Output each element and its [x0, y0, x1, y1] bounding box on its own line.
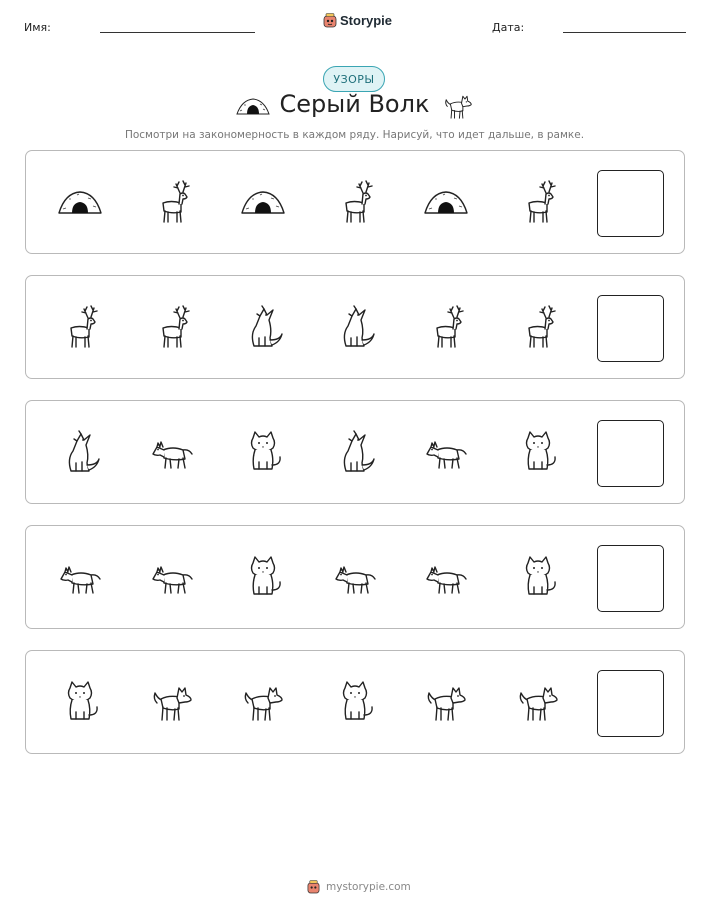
howling-wolf-icon [332, 304, 378, 350]
deer-icon [149, 179, 195, 225]
pattern-row-1 [25, 150, 685, 254]
instructions: Посмотри на закономерность в каждом ряду. Нарисуй, что идет дальше, в рамке. [124, 129, 585, 141]
answer-box[interactable] [597, 295, 664, 362]
brand-logo [323, 13, 392, 28]
footer-site[interactable]: mystorypie.com [326, 881, 411, 893]
wolf-pup-icon [240, 429, 286, 475]
howling-wolf-icon [57, 429, 103, 475]
standing-wolf-icon [149, 679, 195, 725]
storypie-mascot-icon [307, 880, 320, 894]
pattern-row-5 [25, 650, 685, 754]
standing-wolf-icon [515, 679, 561, 725]
category-badge: УЗОРЫ [323, 66, 385, 92]
den-icon [240, 179, 286, 225]
den-icon [423, 179, 469, 225]
wolf-pup-icon [515, 429, 561, 475]
name-label: Имя: [24, 21, 51, 34]
wolf-pup-icon [332, 679, 378, 725]
standing-wolf-icon [423, 679, 469, 725]
prowling-wolf-icon [149, 554, 195, 600]
date-field[interactable] [563, 32, 686, 33]
answer-box[interactable] [597, 670, 664, 737]
date-label: Дата: [492, 21, 525, 34]
footer [307, 880, 411, 894]
standing-wolf-icon [442, 90, 474, 122]
wolf-pup-icon [515, 554, 561, 600]
pattern-row-4 [25, 525, 685, 629]
standing-wolf-icon [240, 679, 286, 725]
page-title: Серый Волк [279, 90, 430, 118]
storypie-mascot-icon [323, 13, 337, 28]
pattern-row-2 [25, 275, 685, 379]
answer-box[interactable] [597, 170, 664, 237]
deer-icon [515, 304, 561, 350]
prowling-wolf-icon [423, 429, 469, 475]
pattern-row-3 [25, 400, 685, 504]
answer-box[interactable] [597, 545, 664, 612]
deer-icon [423, 304, 469, 350]
deer-icon [515, 179, 561, 225]
prowling-wolf-icon [332, 554, 378, 600]
howling-wolf-icon [240, 304, 286, 350]
prowling-wolf-icon [57, 554, 103, 600]
howling-wolf-icon [332, 429, 378, 475]
prowling-wolf-icon [149, 429, 195, 475]
wolf-pup-icon [57, 679, 103, 725]
den-icon [57, 179, 103, 225]
deer-icon [332, 179, 378, 225]
brand-name: Storypie [340, 13, 393, 28]
name-field[interactable] [100, 32, 255, 33]
prowling-wolf-icon [423, 554, 469, 600]
deer-icon [149, 304, 195, 350]
wolf-pup-icon [240, 554, 286, 600]
answer-box[interactable] [597, 420, 664, 487]
deer-icon [57, 304, 103, 350]
